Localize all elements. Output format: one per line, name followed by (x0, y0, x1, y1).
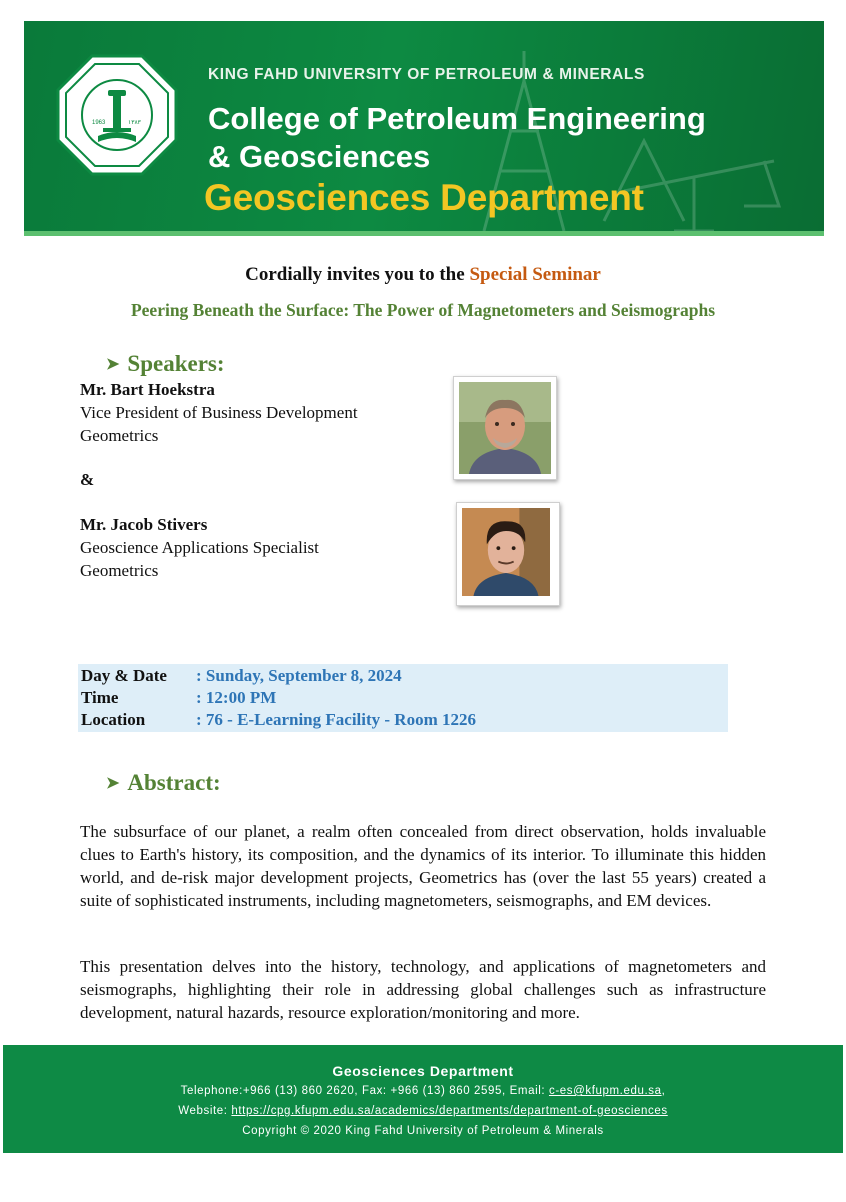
college-line-1: College of Petroleum Engineering (208, 101, 706, 136)
speaker-2-photo (456, 502, 560, 606)
date-label: Day & Date (81, 666, 167, 685)
time-value: : 12:00 PM (196, 688, 277, 707)
date-row (81, 666, 402, 688)
seminar-title: Peering Beneath the Surface: The Power of Magnetometers and Seismographs (130, 300, 716, 320)
header-banner (24, 21, 824, 231)
footer-copyright: Copyright © 2020 King Fahd University of Petroleum & Minerals (242, 1125, 604, 1137)
speakers-heading (106, 351, 225, 377)
time-label: Time (81, 688, 119, 707)
footer-website (3, 1105, 843, 1117)
banner-stripe (24, 231, 824, 236)
speaker-1-name: Mr. Bart Hoekstra (80, 380, 215, 399)
date-value: : Sunday, September 8, 2024 (196, 666, 402, 685)
footer-email-link[interactable]: c-es@kfupm.edu.sa (548, 1085, 662, 1097)
arrow-bullet-icon: ➤ (106, 356, 120, 373)
speakers-heading-text: Speakers: (127, 351, 225, 376)
svg-text:١٣٨٣: ١٣٨٣ (128, 120, 141, 126)
speaker-2-company: Geometrics (80, 561, 159, 580)
footer-contact (3, 1085, 843, 1097)
abstract-heading-text: Abstract: (127, 770, 221, 795)
location-row (81, 710, 476, 732)
department-name: Geosciences Department (204, 177, 644, 218)
event-details-table (78, 664, 728, 732)
abstract-paragraph-1: The subsurface of our planet, a realm often concealed from direct observation, holds invaluable clues to Earth's history, its composition, and the dynamics of its interior. To illuminate this hidden world, and de-risk major development projects, Geometrics has (over the last 55 years) created a suite of sophisticated instruments, including magnetometers, seismographs, and EM devices. (80, 822, 766, 910)
footer-contact-suffix: , (661, 1085, 666, 1097)
speaker-1-company: Geometrics (80, 426, 159, 445)
speaker-1-photo (453, 376, 557, 480)
speaker-1-portrait (459, 382, 551, 474)
abstract-paragraph-2: This presentation delves into the history, technology, and applications of magnetometers and seismographs, highlighting their role in addressing global challenges such as infrastructure development, natural hazards, resource exploration/monitoring and more. (80, 957, 766, 1022)
special-seminar-label: Special Seminar (469, 264, 601, 285)
footer-contact-text: Telephone:+966 (13) 860 2620, Fax: +966 (13) 860 2595, Email: (180, 1085, 549, 1097)
invite-line (0, 264, 846, 286)
university-name: KING FAHD UNIVERSITY OF PETROLEUM & MINERALS (208, 66, 645, 83)
time-row (81, 688, 276, 710)
footer (3, 1045, 843, 1153)
footer-title: Geosciences Department (332, 1063, 514, 1079)
speaker-separator: & (80, 470, 95, 489)
kfupm-seal-logo (56, 54, 178, 176)
location-label: Location (81, 710, 146, 729)
speaker-1-role: Vice President of Business Development (80, 403, 358, 422)
footer-website-link[interactable]: https://cpg.kfupm.edu.sa/academics/departments/department-of-geosciences (231, 1105, 668, 1117)
abstract-heading (106, 770, 221, 796)
speaker-2-role: Geoscience Applications Specialist (80, 538, 319, 557)
svg-text:1963: 1963 (92, 120, 106, 126)
arrow-bullet-icon: ➤ (106, 775, 120, 792)
college-line-2: & Geosciences (208, 139, 431, 174)
speaker-2-name: Mr. Jacob Stivers (80, 515, 208, 534)
speaker-2-portrait (462, 508, 550, 596)
invite-prefix: Cordially invites you to the (245, 264, 470, 285)
footer-website-label: Website: (178, 1105, 232, 1117)
college-name (208, 100, 706, 176)
location-value: : 76 - E-Learning Facility - Room 1226 (196, 710, 476, 729)
